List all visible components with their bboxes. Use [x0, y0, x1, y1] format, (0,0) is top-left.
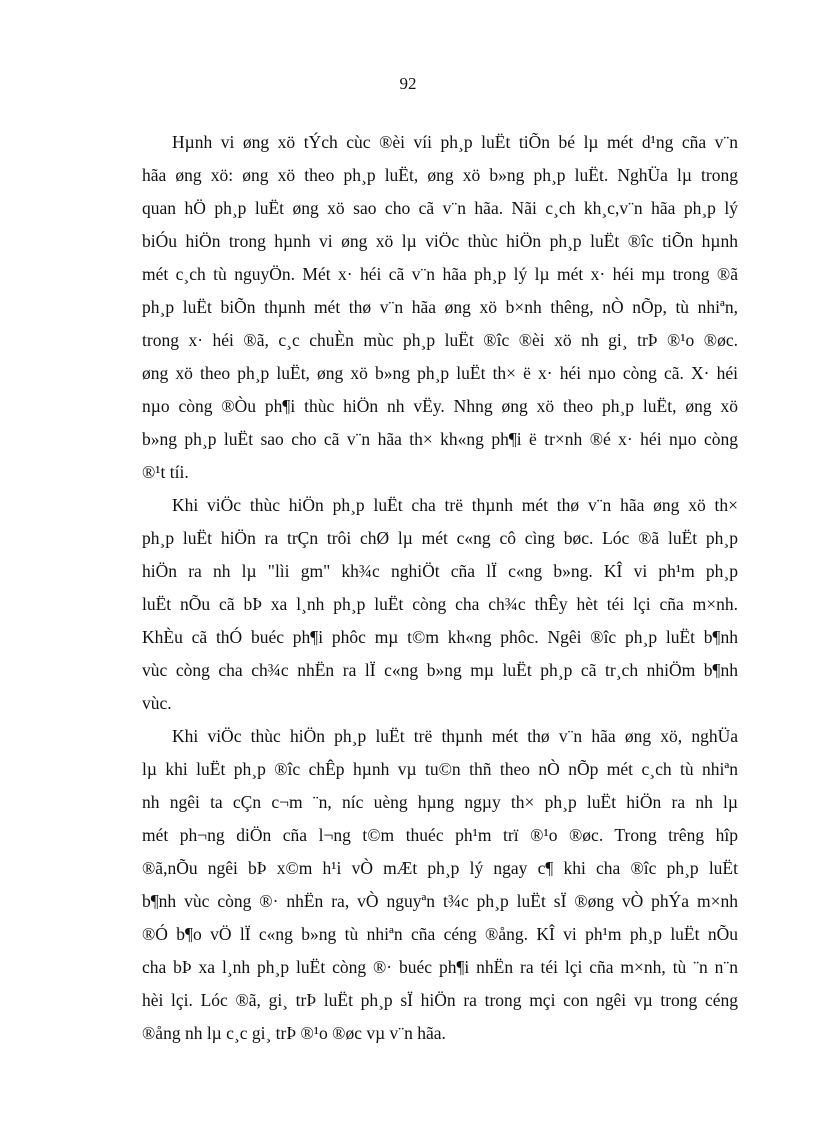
page-number: 92: [399, 74, 417, 93]
text-line: biÓu hiÖn trong hµnh vi øng xö lµ viÖc thùc hiÖn ph¸p luËt ®îc tiÕn hµnh: [142, 231, 738, 251]
text-line: mét c¸ch tù nguyÖn. Mét x· héi cã v¨n hãa ph¸p lý lµ mét x· héi mµ trong ®ã: [142, 264, 738, 284]
text-line: Hµnh vi øng xö tÝch cùc ®èi víi ph¸p luËt tiÕn bé lµ mét d¹ng cña v¨n: [172, 132, 738, 152]
text-line: ph¸p luËt biÕn thµnh mét thø v¨n hãa øng xö b×nh thêng, nÒ nÕp, tù nhiªn,: [142, 297, 738, 317]
body-text: [142, 126, 738, 1050]
text-line: mét ph¬ng diÖn cña l¬ng t©m thuéc ph¹m trï ®¹o ®øc. Trong trêng hîp: [142, 825, 738, 845]
text-line: nµo còng ®Òu ph¶i thùc hiÖn nh vËy. Nhng øng xö theo ph¸p luËt, øng xö: [142, 396, 738, 416]
text-line: ®ång nh lµ c¸c gi¸ trÞ ®¹o ®øc vµ v¨n hãa.: [142, 1023, 446, 1043]
text-line: ®ã,nÕu ngêi bÞ x©m h¹i vÒ mÆt ph¸p lý ngay c¶ khi cha ®îc ph¸p luËt: [142, 858, 738, 878]
text-line: trong x· héi ®ã, c¸c chuÈn mùc ph¸p luËt ®îc ®èi xö nh gi¸ trÞ ®¹o ®øc.: [142, 330, 738, 350]
text-line: vùc.: [142, 693, 172, 713]
text-line: luËt nÕu cã bÞ xa l¸nh ph¸p luËt còng cha ch¾c thÊy hèt téi lçi cña m×nh.: [142, 594, 738, 614]
text-line: vùc còng cha ch¾c nhËn ra lÏ c«ng b»ng mµ luËt ph¸p cã tr¸ch nhiÖm b¶nh: [142, 660, 738, 680]
paragraph: [142, 489, 738, 720]
text-line: b¶nh vùc còng ®· nhËn ra, vÒ nguyªn t¾c ph¸p luËt sÏ ®øng vÒ phÝa m×nh: [142, 891, 738, 911]
text-line: ph¸p luËt hiÖn ra trÇn trôi chØ lµ mét c«ng cô cìng bøc. Lóc ®ã luËt ph¸p: [142, 528, 738, 548]
text-line: hèi lçi. Lóc ®ã, gi¸ trÞ luËt ph¸p sÏ hiÖn ra trong mçi con ngêi vµ trong céng: [142, 990, 738, 1010]
text-line: lµ khi luËt ph¸p ®îc chÊp hµnh vµ tu©n thñ theo nÒ nÕp mét c¸ch tù nhiªn: [142, 759, 738, 779]
text-line: øng xö theo ph¸p luËt, øng xö b»ng ph¸p luËt th× ë x· héi nµo còng cã. X· héi: [142, 363, 738, 383]
text-line: KhÈu cã thÓ buéc ph¶i phôc mµ t©m kh«ng phôc. Ngêi ®îc ph¸p luËt b¶nh: [142, 627, 738, 647]
text-line: hãa øng xö: øng xö theo ph¸p luËt, øng xö b»ng ph¸p luËt. NghÜa lµ trong: [142, 165, 738, 185]
text-line: quan hÖ ph¸p luËt øng xö sao cho cã v¨n hãa. Nãi c¸ch kh¸c,v¨n hãa ph¸p lý: [142, 198, 738, 218]
paragraph: [142, 126, 738, 489]
text-line: cha bÞ xa l¸nh ph¸p luËt còng ®· buéc ph¶i nhËn ra téi lçi cña m×nh, tù ¨n n¨n: [142, 957, 738, 977]
text-line: b»ng ph¸p luËt sao cho cã v¨n hãa th× kh«ng ph¶i ë tr×nh ®é x· héi nµo còng: [142, 429, 738, 449]
text-line: ®¹t tíi.: [142, 462, 189, 482]
text-line: ®Ó b¶o vÖ lÏ c«ng b»ng tù nhiªn cña céng ®ång. KÎ vi ph¹m ph¸p luËt nÕu: [142, 924, 738, 944]
text-line: hiÖn ra nh lµ "lìi gm" kh¾c nghiÖt cña lÏ c«ng b»ng. KÎ vi ph¹m ph¸p: [142, 561, 738, 581]
paragraph: [142, 720, 738, 1050]
text-line: Khi viÖc thùc hiÖn ph¸p luËt cha trë thµnh mét thø v¨n hãa øng xö th×: [172, 495, 738, 515]
text-line: nh ngêi ta cÇn c¬m ¨n, níc uèng hµng ngµy th× ph¸p luËt hiÖn ra nh lµ: [142, 792, 738, 812]
text-line: Khi viÖc thùc hiÖn ph¸p luËt trë thµnh mét thø v¨n hãa øng xö, nghÜa: [172, 726, 738, 746]
